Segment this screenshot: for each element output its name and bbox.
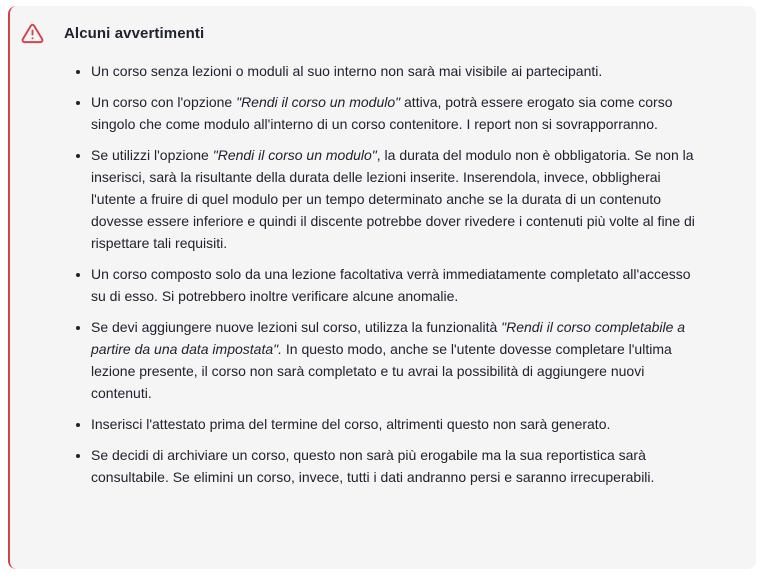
warning-list-item xyxy=(91,263,704,307)
warning-list xyxy=(64,60,704,488)
warning-list-item xyxy=(91,316,704,404)
warning-text-segment: In questo modo, anche se l'utente dovesse completare l'ultima lezione presente, il corso non sarà completato e tu avrai la possibilità di aggiungere nuovi contenuti. xyxy=(91,341,672,401)
warning-text-segment: Se decidi di archiviare un corso, questo non sarà più erogabile ma la sua reportistica sarà consultabile. Se elimini un corso, invece, tutti i dati andranno persi e saranno irrecuperabili. xyxy=(91,447,655,485)
warning-triangle-icon xyxy=(21,22,44,45)
warning-text-segment: "Rendi il corso completabile a partire da una data impostata". xyxy=(91,319,686,357)
alert-title: Alcuni avvertimenti xyxy=(64,25,205,42)
warning-list-item xyxy=(91,91,704,135)
warning-list-item xyxy=(91,60,704,82)
warning-text-segment: Un corso con l'opzione xyxy=(91,94,237,110)
warning-text-segment: , la durata del modulo non è obbligatoria. Se non la inserisci, sarà la risultante della durata delle lezioni inserite. Inserendola, invece, obbligherai l'utente a fruire di quel modulo per un tempo determinato anche se la durata di un contenuto dovesse essere inferiore e quindi il discente potrebbe dover rivedere i contenuti più volte al fine di rispettare tali requisiti. xyxy=(91,147,695,251)
warning-text-segment: Un corso senza lezioni o moduli al suo interno non sarà mai visibile ai partecipanti. xyxy=(91,63,603,79)
warning-text-segment: attiva, potrà essere erogato sia come corso singolo che come modulo all'interno di un corso contenitore. I report non si sovrapporranno. xyxy=(91,94,673,132)
warning-alert-panel xyxy=(8,6,756,569)
warning-list-item xyxy=(91,413,704,435)
warning-list-item xyxy=(91,144,704,254)
warning-text-segment: Inserisci l'attestato prima del termine del corso, altrimenti questo non sarà generato. xyxy=(91,416,611,432)
warning-text-segment: Se utilizzi l'opzione xyxy=(91,147,213,163)
warning-text-segment: Un corso composto solo da una lezione facoltativa verrà immediatamente completato all'accesso su di esso. Si potrebbero inoltre verificare alcune anomalie. xyxy=(91,266,691,304)
warning-text-segment: "Rendi il corso un modulo" xyxy=(236,94,401,110)
warning-text-segment: "Rendi il corso un modulo" xyxy=(212,147,377,163)
warning-text-segment: Se devi aggiungere nuove lezioni sul corso, utilizza la funzionalità xyxy=(91,319,502,335)
warning-list-item xyxy=(91,444,704,488)
